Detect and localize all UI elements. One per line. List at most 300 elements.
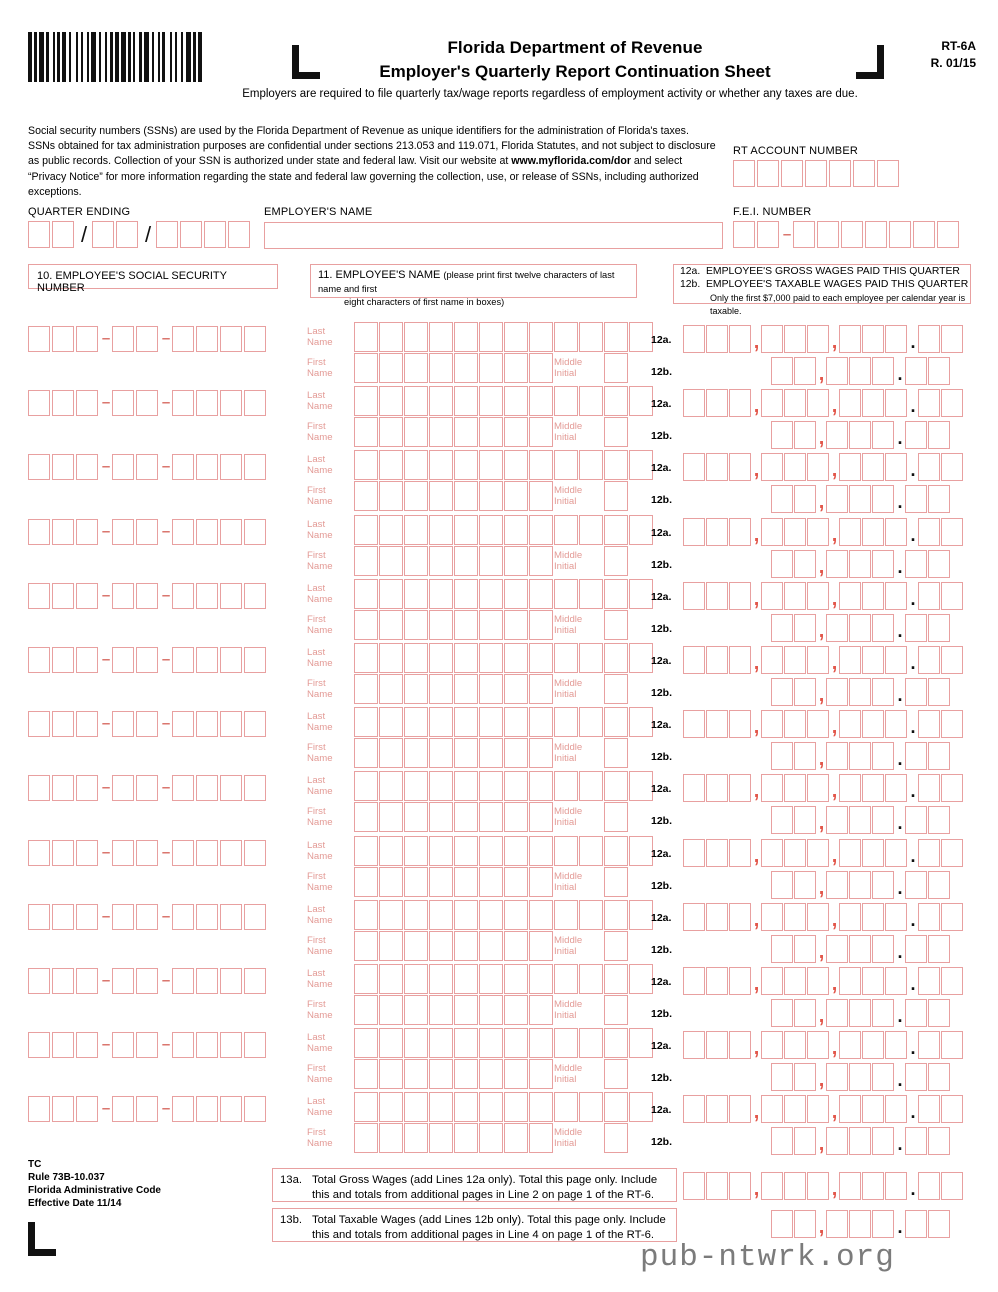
ssn-digit-box[interactable] [220,519,242,545]
gross-wage-digit-box[interactable] [885,1031,907,1059]
last-name-char-box[interactable] [379,643,403,673]
last-name-char-box[interactable] [479,643,503,673]
first-name-char-box[interactable] [529,481,553,511]
gross-wage-digit-box[interactable] [761,903,783,931]
ssn-digit-box[interactable] [28,840,50,866]
last-name-char-box[interactable] [504,1092,528,1122]
gross-wage-digit-box[interactable] [761,1095,783,1123]
first-name-char-box[interactable] [379,738,403,768]
gross-wage-digit-box[interactable] [729,903,751,931]
gross-wage-digit-box[interactable] [839,582,861,610]
ssn-digit-box[interactable] [220,583,242,609]
last-name-char-box[interactable] [604,322,628,352]
gross-wage-digit-box[interactable] [729,839,751,867]
ssn-digit-box[interactable] [136,840,158,866]
taxable-wage-digit-box[interactable] [771,485,793,513]
first-name-char-box[interactable] [529,738,553,768]
taxable-wage-digit-box[interactable] [826,485,848,513]
taxable-wage-digit-box[interactable] [771,871,793,899]
middle-initial-box[interactable] [604,674,628,704]
ssn-digit-box[interactable] [172,390,194,416]
taxable-wage-digit-box[interactable] [771,742,793,770]
gross-wage-digit-box[interactable] [862,518,884,546]
ssn-digit-box[interactable] [112,454,134,480]
last-name-char-box[interactable] [629,322,653,352]
gross-wage-digit-box[interactable] [839,903,861,931]
ssn-digit-box[interactable] [76,390,98,416]
ssn-digit-box[interactable] [28,1096,50,1122]
ssn-digit-box[interactable] [172,326,194,352]
last-name-char-box[interactable] [429,643,453,673]
ssn-digit-box[interactable] [76,583,98,609]
rt-account-digit-box[interactable] [829,160,851,187]
last-name-char-box[interactable] [529,579,553,609]
last-name-char-box[interactable] [404,707,428,737]
ssn-digit-box[interactable] [76,968,98,994]
ssn-digit-box[interactable] [136,968,158,994]
last-name-char-box[interactable] [629,707,653,737]
last-name-char-box[interactable] [529,386,553,416]
last-name-char-box[interactable] [354,964,378,994]
last-name-char-box[interactable] [529,707,553,737]
taxable-wage-digit-box[interactable] [872,1063,894,1091]
first-name-char-box[interactable] [429,546,453,576]
last-name-char-box[interactable] [604,707,628,737]
last-name-char-box[interactable] [629,643,653,673]
ssn-digit-box[interactable] [52,904,74,930]
first-name-char-box[interactable] [504,802,528,832]
gross-wage-digit-box[interactable] [706,839,728,867]
taxable-wage-digit-box[interactable] [872,806,894,834]
gross-wage-digit-box[interactable] [885,903,907,931]
last-name-char-box[interactable] [529,836,553,866]
taxable-wage-cents-box[interactable] [928,1127,950,1155]
last-name-char-box[interactable] [554,515,578,545]
first-name-char-box[interactable] [454,610,478,640]
last-name-char-box[interactable] [479,1092,503,1122]
ssn-digit-box[interactable] [112,904,134,930]
last-name-char-box[interactable] [554,964,578,994]
first-name-char-box[interactable] [404,931,428,961]
first-name-char-box[interactable] [529,1123,553,1153]
taxable-wage-digit-box[interactable] [771,806,793,834]
taxable-wage-digit-box[interactable] [771,1063,793,1091]
taxable-wage-digit-box[interactable] [771,614,793,642]
gross-wage-cents-box[interactable] [941,582,963,610]
ssn-digit-box[interactable] [28,1032,50,1058]
last-name-char-box[interactable] [604,1028,628,1058]
last-name-char-box[interactable] [604,515,628,545]
ssn-digit-box[interactable] [52,1032,74,1058]
taxable-wage-digit-box[interactable] [849,999,871,1027]
ssn-digit-box[interactable] [52,711,74,737]
gross-wage-digit-box[interactable] [706,582,728,610]
gross-wage-cents-box[interactable] [941,774,963,802]
gross-wage-digit-box[interactable] [729,710,751,738]
rt-account-number-input[interactable] [733,160,901,187]
gross-wage-digit-box[interactable] [807,839,829,867]
last-name-char-box[interactable] [354,450,378,480]
last-name-char-box[interactable] [629,1092,653,1122]
middle-initial-box[interactable] [604,931,628,961]
last-name-char-box[interactable] [379,579,403,609]
ssn-digit-box[interactable] [196,390,218,416]
first-name-char-box[interactable] [454,738,478,768]
taxable-wage-digit-box[interactable] [872,935,894,963]
ssn-digit-box[interactable] [112,519,134,545]
ssn-digit-box[interactable] [196,904,218,930]
ssn-digit-box[interactable] [136,326,158,352]
first-name-char-box[interactable] [429,1123,453,1153]
last-name-char-box[interactable] [504,450,528,480]
first-name-char-box[interactable] [404,738,428,768]
gross-wage-digit-box[interactable] [885,389,907,417]
total-taxable-digit-box[interactable] [771,1210,793,1238]
last-name-char-box[interactable] [429,450,453,480]
last-name-char-box[interactable] [529,1092,553,1122]
last-name-char-box[interactable] [554,322,578,352]
taxable-wage-cents-box[interactable] [928,1063,950,1091]
first-name-char-box[interactable] [379,481,403,511]
first-name-char-box[interactable] [479,674,503,704]
last-name-char-box[interactable] [354,771,378,801]
taxable-wage-cents-box[interactable] [905,550,927,578]
taxable-wage-digit-box[interactable] [872,871,894,899]
gross-wage-cents-box[interactable] [941,839,963,867]
last-name-char-box[interactable] [429,900,453,930]
taxable-wage-cents-box[interactable] [928,806,950,834]
middle-initial-box[interactable] [604,738,628,768]
last-name-char-box[interactable] [429,771,453,801]
first-name-char-box[interactable] [354,353,378,383]
gross-wage-digit-box[interactable] [683,518,705,546]
taxable-wage-digit-box[interactable] [849,678,871,706]
last-name-char-box[interactable] [529,515,553,545]
quarter-month-box[interactable] [28,221,50,248]
last-name-char-box[interactable] [429,386,453,416]
last-name-char-box[interactable] [579,707,603,737]
last-name-char-box[interactable] [504,1028,528,1058]
gross-wage-digit-box[interactable] [761,518,783,546]
gross-wage-digit-box[interactable] [807,325,829,353]
taxable-wage-cents-box[interactable] [928,357,950,385]
fei-suffix-box[interactable] [889,221,911,248]
last-name-char-box[interactable] [579,771,603,801]
ssn-digit-box[interactable] [220,840,242,866]
taxable-wage-cents-box[interactable] [905,357,927,385]
ssn-digit-box[interactable] [136,519,158,545]
gross-wage-digit-box[interactable] [784,1031,806,1059]
ssn-digit-box[interactable] [28,454,50,480]
taxable-wage-digit-box[interactable] [794,550,816,578]
gross-wage-cents-box[interactable] [918,646,940,674]
last-name-char-box[interactable] [604,836,628,866]
first-name-char-box[interactable] [504,610,528,640]
gross-wage-cents-box[interactable] [918,325,940,353]
ssn-digit-box[interactable] [244,1096,266,1122]
last-name-char-box[interactable] [404,964,428,994]
quarter-ending-input[interactable] [28,221,252,248]
ssn-digit-box[interactable] [172,1032,194,1058]
first-name-char-box[interactable] [454,867,478,897]
ssn-digit-box[interactable] [244,390,266,416]
first-name-char-box[interactable] [379,546,403,576]
ssn-digit-box[interactable] [220,326,242,352]
quarter-day-box[interactable] [116,221,138,248]
middle-initial-box[interactable] [604,610,628,640]
gross-wage-digit-box[interactable] [761,839,783,867]
first-name-char-box[interactable] [529,995,553,1025]
last-name-char-box[interactable] [604,643,628,673]
gross-wage-cents-box[interactable] [941,325,963,353]
last-name-char-box[interactable] [629,1028,653,1058]
first-name-char-box[interactable] [454,931,478,961]
gross-wage-digit-box[interactable] [807,518,829,546]
fei-suffix-box[interactable] [793,221,815,248]
first-name-char-box[interactable] [529,802,553,832]
taxable-wage-digit-box[interactable] [826,1127,848,1155]
first-name-char-box[interactable] [404,995,428,1025]
ssn-digit-box[interactable] [244,454,266,480]
taxable-wage-digit-box[interactable] [872,357,894,385]
ssn-digit-box[interactable] [136,1032,158,1058]
ssn-digit-box[interactable] [196,840,218,866]
last-name-char-box[interactable] [479,579,503,609]
gross-wage-digit-box[interactable] [807,1095,829,1123]
last-name-char-box[interactable] [579,450,603,480]
gross-wage-digit-box[interactable] [839,967,861,995]
taxable-wage-digit-box[interactable] [771,678,793,706]
first-name-char-box[interactable] [479,1123,503,1153]
gross-wage-digit-box[interactable] [683,967,705,995]
first-name-char-box[interactable] [379,610,403,640]
gross-wage-digit-box[interactable] [706,1095,728,1123]
gross-wage-digit-box[interactable] [885,646,907,674]
taxable-wage-digit-box[interactable] [872,614,894,642]
gross-wage-digit-box[interactable] [729,389,751,417]
ssn-digit-box[interactable] [220,454,242,480]
last-name-char-box[interactable] [604,579,628,609]
gross-wage-digit-box[interactable] [862,1095,884,1123]
middle-initial-box[interactable] [604,353,628,383]
gross-wage-digit-box[interactable] [839,325,861,353]
taxable-wage-digit-box[interactable] [771,550,793,578]
ssn-digit-box[interactable] [76,1096,98,1122]
last-name-char-box[interactable] [379,900,403,930]
last-name-char-box[interactable] [579,900,603,930]
last-name-char-box[interactable] [554,643,578,673]
last-name-char-box[interactable] [479,386,503,416]
total-gross-cents-box[interactable] [941,1172,963,1200]
ssn-digit-box[interactable] [112,583,134,609]
last-name-char-box[interactable] [554,900,578,930]
last-name-char-box[interactable] [479,707,503,737]
last-name-char-box[interactable] [604,900,628,930]
last-name-char-box[interactable] [429,515,453,545]
gross-wage-digit-box[interactable] [706,710,728,738]
gross-wage-digit-box[interactable] [706,903,728,931]
first-name-char-box[interactable] [454,546,478,576]
last-name-char-box[interactable] [379,322,403,352]
taxable-wage-digit-box[interactable] [826,614,848,642]
total-gross-digit-box[interactable] [683,1172,705,1200]
last-name-char-box[interactable] [579,643,603,673]
ssn-digit-box[interactable] [244,326,266,352]
last-name-char-box[interactable] [554,771,578,801]
taxable-wage-digit-box[interactable] [872,678,894,706]
first-name-char-box[interactable] [429,674,453,704]
gross-wage-digit-box[interactable] [784,774,806,802]
taxable-wage-digit-box[interactable] [794,421,816,449]
gross-wage-digit-box[interactable] [683,646,705,674]
first-name-char-box[interactable] [479,738,503,768]
ssn-digit-box[interactable] [220,647,242,673]
last-name-char-box[interactable] [454,450,478,480]
taxable-wage-digit-box[interactable] [849,550,871,578]
last-name-char-box[interactable] [429,1028,453,1058]
first-name-char-box[interactable] [429,353,453,383]
ssn-digit-box[interactable] [220,904,242,930]
first-name-char-box[interactable] [354,674,378,704]
taxable-wage-digit-box[interactable] [826,421,848,449]
last-name-char-box[interactable] [579,322,603,352]
ssn-digit-box[interactable] [244,647,266,673]
ssn-digit-box[interactable] [52,583,74,609]
total-gross-digit-box[interactable] [862,1172,884,1200]
gross-wage-digit-box[interactable] [729,774,751,802]
last-name-char-box[interactable] [579,1028,603,1058]
gross-wage-cents-box[interactable] [918,774,940,802]
ssn-digit-box[interactable] [112,647,134,673]
taxable-wage-digit-box[interactable] [794,999,816,1027]
first-name-char-box[interactable] [404,546,428,576]
taxable-wage-digit-box[interactable] [794,357,816,385]
last-name-char-box[interactable] [554,450,578,480]
first-name-char-box[interactable] [504,738,528,768]
last-name-char-box[interactable] [529,964,553,994]
gross-wage-digit-box[interactable] [683,710,705,738]
last-name-char-box[interactable] [379,836,403,866]
last-name-char-box[interactable] [354,707,378,737]
last-name-char-box[interactable] [554,1028,578,1058]
fei-prefix-box[interactable] [757,221,779,248]
gross-wage-digit-box[interactable] [683,903,705,931]
gross-wage-digit-box[interactable] [706,967,728,995]
taxable-wage-digit-box[interactable] [794,935,816,963]
gross-wage-cents-box[interactable] [918,903,940,931]
last-name-char-box[interactable] [354,515,378,545]
ssn-digit-box[interactable] [112,840,134,866]
taxable-wage-digit-box[interactable] [849,935,871,963]
taxable-wage-digit-box[interactable] [826,678,848,706]
first-name-char-box[interactable] [429,1059,453,1089]
last-name-char-box[interactable] [529,322,553,352]
gross-wage-digit-box[interactable] [683,453,705,481]
first-name-char-box[interactable] [529,931,553,961]
gross-wage-digit-box[interactable] [862,903,884,931]
gross-wage-cents-box[interactable] [918,1031,940,1059]
gross-wage-digit-box[interactable] [807,389,829,417]
last-name-char-box[interactable] [604,771,628,801]
first-name-char-box[interactable] [504,1059,528,1089]
gross-wage-digit-box[interactable] [683,839,705,867]
last-name-char-box[interactable] [454,1092,478,1122]
gross-wage-digit-box[interactable] [706,1031,728,1059]
total-taxable-cents-box[interactable] [905,1210,927,1238]
gross-wage-digit-box[interactable] [839,1095,861,1123]
taxable-wage-cents-box[interactable] [928,614,950,642]
last-name-char-box[interactable] [379,964,403,994]
taxable-wage-digit-box[interactable] [826,806,848,834]
total-taxable-digit-box[interactable] [849,1210,871,1238]
first-name-char-box[interactable] [529,417,553,447]
gross-wage-digit-box[interactable] [683,325,705,353]
gross-wage-digit-box[interactable] [807,1031,829,1059]
ssn-digit-box[interactable] [196,583,218,609]
last-name-char-box[interactable] [429,707,453,737]
last-name-char-box[interactable] [454,643,478,673]
middle-initial-box[interactable] [604,995,628,1025]
gross-wage-digit-box[interactable] [761,389,783,417]
gross-wage-cents-box[interactable] [941,1095,963,1123]
ssn-digit-box[interactable] [196,326,218,352]
ssn-digit-box[interactable] [244,904,266,930]
last-name-char-box[interactable] [454,322,478,352]
last-name-char-box[interactable] [604,964,628,994]
ssn-digit-box[interactable] [244,775,266,801]
ssn-digit-box[interactable] [112,968,134,994]
gross-wage-digit-box[interactable] [729,518,751,546]
last-name-char-box[interactable] [429,836,453,866]
taxable-wage-digit-box[interactable] [794,614,816,642]
last-name-char-box[interactable] [629,386,653,416]
fei-suffix-box[interactable] [865,221,887,248]
taxable-wage-cents-box[interactable] [905,935,927,963]
last-name-char-box[interactable] [354,1092,378,1122]
first-name-char-box[interactable] [454,1123,478,1153]
last-name-char-box[interactable] [354,386,378,416]
quarter-day-box[interactable] [92,221,114,248]
taxable-wage-cents-box[interactable] [928,742,950,770]
total-gross-digit-box[interactable] [784,1172,806,1200]
last-name-char-box[interactable] [404,1028,428,1058]
gross-wage-digit-box[interactable] [862,646,884,674]
taxable-wage-digit-box[interactable] [794,1063,816,1091]
ssn-digit-box[interactable] [76,904,98,930]
first-name-char-box[interactable] [504,546,528,576]
last-name-char-box[interactable] [454,707,478,737]
gross-wage-digit-box[interactable] [885,710,907,738]
last-name-char-box[interactable] [604,450,628,480]
taxable-wage-digit-box[interactable] [849,1127,871,1155]
last-name-char-box[interactable] [404,515,428,545]
gross-wage-digit-box[interactable] [862,582,884,610]
last-name-char-box[interactable] [604,386,628,416]
total-gross-digit-box[interactable] [885,1172,907,1200]
last-name-char-box[interactable] [554,707,578,737]
taxable-wage-cents-box[interactable] [905,999,927,1027]
taxable-wage-digit-box[interactable] [794,1127,816,1155]
ssn-digit-box[interactable] [172,711,194,737]
ssn-digit-box[interactable] [52,454,74,480]
first-name-char-box[interactable] [479,417,503,447]
rt-account-digit-box[interactable] [781,160,803,187]
taxable-wage-digit-box[interactable] [849,485,871,513]
last-name-char-box[interactable] [479,900,503,930]
taxable-wage-cents-box[interactable] [905,421,927,449]
first-name-char-box[interactable] [529,674,553,704]
ssn-digit-box[interactable] [244,711,266,737]
